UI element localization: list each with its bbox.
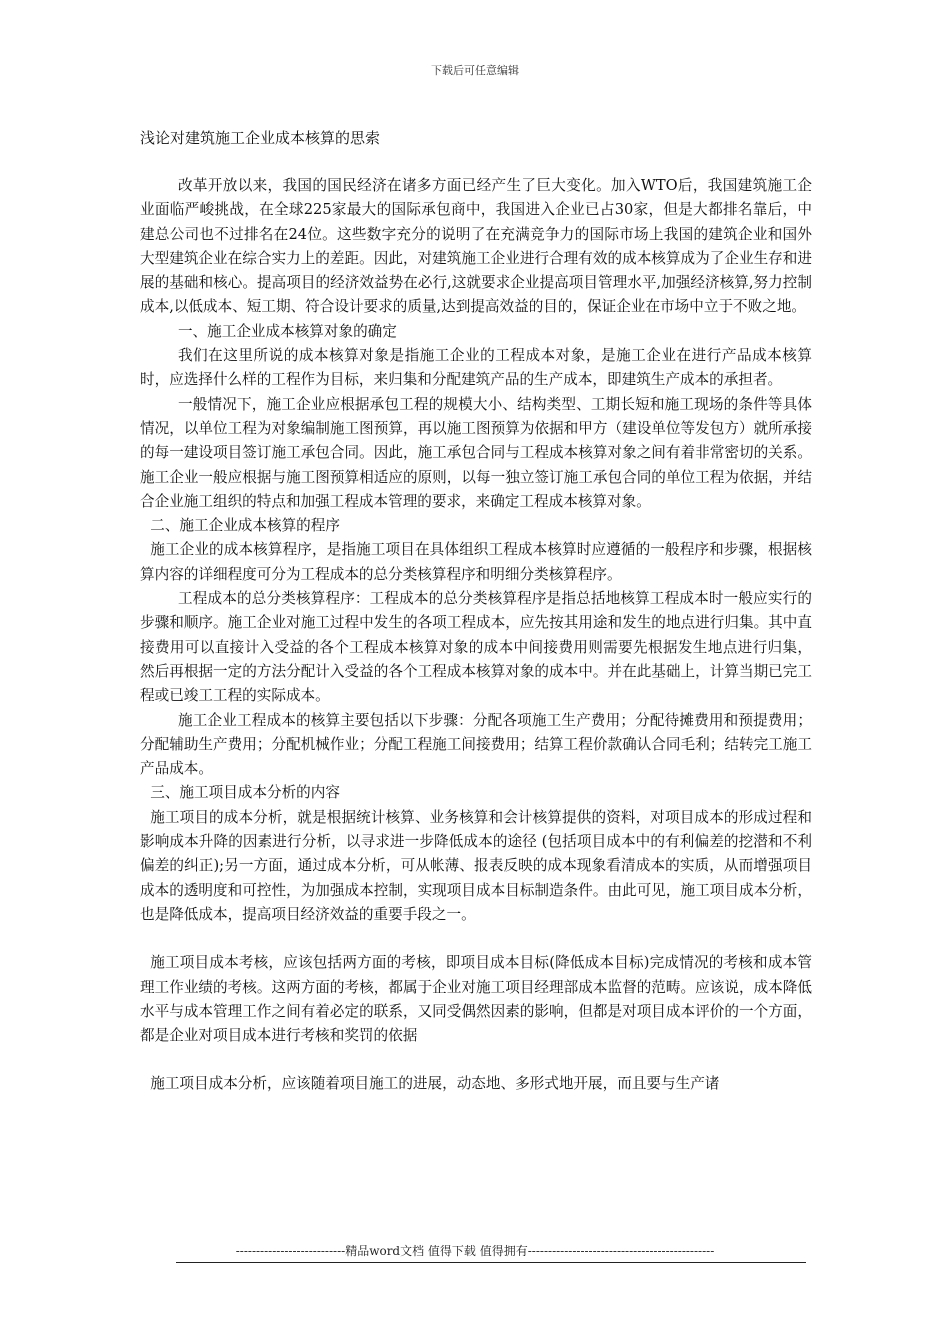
paragraph-spacer [140,1048,812,1072]
footer-divider [176,1262,806,1263]
document-title: 浅论对建筑施工企业成本核算的思索 [140,129,381,147]
paragraph: 施工企业工程成本的核算主要包括以下步骤：分配各项施工生产费用；分配待摊费用和预提费用；分配辅助生产费用；分配机械作业；分配工程施工间接费用；结算工程价款确认合同毛利；结转完工施工产品成本。 [140,711,812,778]
page-header: 下载后可任意编辑 [431,64,519,77]
paragraph: 施工企业的成本核算程序，是指施工项目在具体组织工程成本核算时应遵循的一般程序和步骤，根据核算内容的详细程度可分为工程成本的总分类核算程序和明细分类核算程序。 [140,541,812,583]
document-body [140,174,812,1097]
paragraph: 施工项目的成本分析，就是根据统计核算、业务核算和会计核算提供的资料，对项目成本的形成过程和影响成本升降的因素进行分析，以寻求进一步降低成本的途径 (包括项目成本中的有利偏差的挖潜和不利偏差的纠正);另一方面，通过成本分析，可从帐薄、报表反映的成本现象看清成本的实质，从而增强项目成本的透明度和可控性，为加强成本控制，实现项目成本目标制造条件。由此可见，施工项目成本分析，也是降低成本，提高项目经济效益的重要手段之一。 [140,808,812,923]
page-footer: ---------------------------精品word文档 值得下载 值得拥有---------------------------------------------- [235,1244,715,1258]
paragraph-intro: 改革开放以来，我国的国民经济在诸多方面已经产生了巨大变化。加入WTO后，我国建筑施工企业面临严峻挑战，在全球225家最大的国际承包商中，我国进入企业已占30家，但是大都排名靠后，中建总公司也不过排名在24位。这些数字充分的说明了在充满竞争力的国际市场上我国的建筑企业和国外大型建筑企业在综合实力上的差距。因此，对建筑施工企业进行合理有效的成本核算成为了企业生存和进展的基础和核心。提高项目的经济效益势在必行,这就要求企业提高项目管理水平,加强经济核算,努力控制成本,以低成本、短工期、符合设计要求的质量,达到提高效益的目的，保证企业在市场中立于不败之地。 [140,177,812,316]
paragraph: 施工项目成本考核，应该包括两方面的考核，即项目成本目标(降低成本目标)完成情况的考核和成本管理工作业绩的考核。这两方面的考核，都属于企业对施工项目经理部成本监督的范畴。应该说，成本降低水平与成本管理工作之间有着必定的联系，又同受偶然因素的影响，但都是对项目成本评价的一个方面，都是企业对项目成本进行考核和奖罚的依据 [140,954,812,1045]
paragraph: 我们在这里所说的成本核算对象是指施工企业的工程成本对象，是施工企业在进行产品成本核算时，应选择什么样的工程作为目标，来归集和分配建筑产品的生产成本，即建筑生产成本的承担者。 [140,347,812,389]
section-heading-3: 三、施工项目成本分析的内容 [150,784,340,802]
paragraph: 一般情况下，施工企业应根据承包工程的规模大小、结构类型、工期长短和施工现场的条件等具体情况，以单位工程为对象编制施工图预算，再以施工图预算为依据和甲方（建设单位等发包方）就所承接的每一建设项目签订施工承包合同。因此，施工承包合同与工程成本核算对象之间有着非常密切的关系。施工企业一般应根据与施工图预算相适应的原则，以每一独立签订施工承包合同的单位工程为依据，并结合企业施工组织的特点和加强工程成本管理的要求，来确定工程成本核算对象。 [140,395,812,510]
paragraph: 工程成本的总分类核算程序：工程成本的总分类核算程序是指总括地核算工程成本时一般应实行的步骤和顺序。施工企业对施工过程中发生的各项工程成本，应先按其用途和发生的地点进行归集。其中直接费用可以直接计入受益的各个工程成本核算对象的成本中间接费用则需要先根据发生地点进行归集， 然后再根据一定的方法分配计入受益的各个工程成本核算对象的成本中。并在此基础上，计算当期已完工程或已竣工工程的实际成本。 [140,590,812,705]
section-heading-1: 一、施工企业成本核算对象的确定 [177,322,397,340]
paragraph-spacer [140,927,812,951]
section-heading-2: 二、施工企业成本核算的程序 [150,517,340,535]
paragraph: 施工项目成本分析，应该随着项目施工的进展，动态地、多形式地开展，而且要与生产诸 [150,1075,720,1093]
